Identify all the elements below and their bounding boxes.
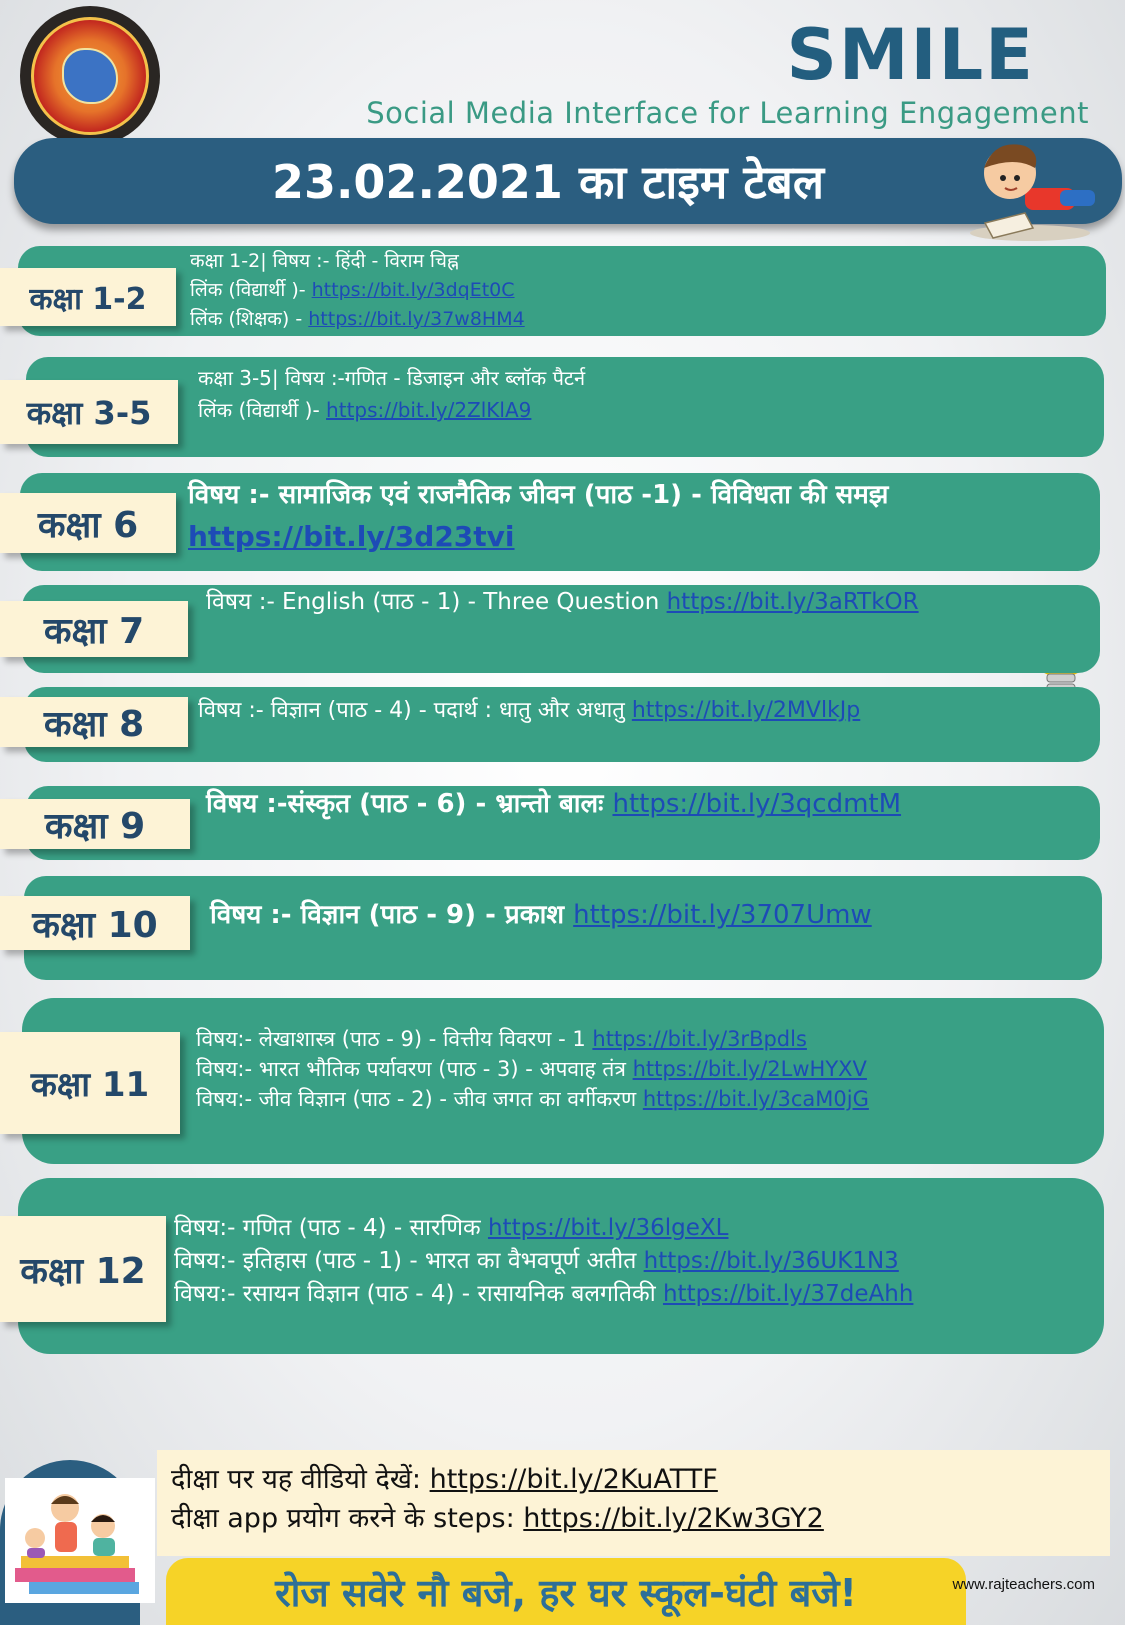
class-content-9 (206, 788, 901, 820)
diksha-app-line (171, 1499, 1110, 1538)
class-label-10: कक्षा 10 (0, 896, 190, 950)
subject-text: विषय :- विज्ञान (पाठ - 4) - पदार्थ : धातु और अधातु (198, 698, 632, 723)
subject-text: विषय:- गणित (पाठ - 4) - सारणिक (174, 1215, 488, 1241)
diksha-video-line (171, 1460, 1110, 1499)
content-line (210, 898, 872, 932)
content-line (196, 1084, 869, 1114)
diksha-info-box (157, 1450, 1110, 1556)
brand-subtitle: Social Media Interface for Learning Engagement (366, 96, 1089, 130)
link-label-text: लिंक (विद्यार्थी )- (198, 398, 327, 422)
student-link[interactable]: https://bit.ly/2ZlKlA9 (326, 398, 532, 422)
class-label-6: कक्षा 6 (0, 493, 176, 553)
class-label-9: कक्षा 9 (0, 799, 190, 849)
date-title: 23.02.2021 का टाइम टेबल (271, 155, 825, 209)
rajasthan-map-icon (62, 48, 118, 104)
class-label-1-2: कक्षा 1-2 (0, 268, 176, 326)
class-label-3-5: कक्षा 3-5 (0, 380, 178, 444)
class-link[interactable]: https://bit.ly/3qcdmtM (612, 789, 902, 819)
class-link[interactable]: https://bit.ly/3aRTkOR (666, 589, 919, 615)
link-label-text: लिंक (विद्यार्थी )- (190, 279, 312, 301)
subject-text: विषय:- इतिहास (पाठ - 1) - भारत का वैभवपूर्ण अतीत (174, 1248, 644, 1274)
diksha-video-link[interactable]: https://bit.ly/2KuATTF (429, 1464, 718, 1495)
content-line (198, 394, 585, 426)
diksha-video-text: दीक्षा पर यह वीडियो देखें: (171, 1464, 430, 1495)
subject-text: विषय :- विज्ञान (पाठ - 9) - प्रकाश (210, 900, 574, 930)
class-link[interactable]: https://bit.ly/36UK1N3 (643, 1248, 899, 1274)
class-link[interactable]: https://bit.ly/2MVlkJp (631, 698, 861, 723)
class-link[interactable]: https://bit.ly/3d23tvi (188, 520, 515, 553)
class-link[interactable]: https://bit.ly/3707Umw (573, 900, 872, 930)
diksha-app-link[interactable]: https://bit.ly/2Kw3GY2 (523, 1503, 824, 1535)
content-line (188, 516, 888, 559)
content-line (190, 305, 525, 334)
student-link[interactable]: https://bit.ly/3dqEt0C (311, 279, 515, 301)
content-line (174, 1212, 913, 1245)
subject-text: विषय:- जीव विज्ञान (पाठ - 2) - जीव जगत का वर्गीकरण (196, 1087, 643, 1111)
content-line (188, 474, 888, 516)
content-line (196, 1024, 869, 1054)
subject-text: विषय :-संस्कृत (पाठ - 6) - भ्रान्तो बालः (206, 789, 613, 819)
class-content-11 (196, 1024, 869, 1114)
subject-text: विषय:- लेखाशास्त्र (पाठ - 9) - वित्तीय विवरण - 1 (196, 1027, 593, 1051)
content-line (190, 247, 525, 276)
class-link[interactable]: https://bit.ly/3rBpdls (592, 1027, 807, 1051)
class-label-12: कक्षा 12 (0, 1216, 166, 1322)
website-url[interactable]: www.rajteachers.com (952, 1576, 1095, 1593)
class-label-8: कक्षा 8 (0, 697, 188, 747)
brand-title: SMILE (786, 14, 1035, 96)
content-line (196, 1054, 869, 1084)
subject-text: विषय:- भारत भौतिक पर्यावरण (पाठ - 3) - अपवाह तंत्र (196, 1057, 633, 1081)
class-link[interactable]: https://bit.ly/37deAhh (662, 1281, 914, 1307)
class-content-1-2 (190, 247, 525, 334)
class-content-12 (174, 1212, 913, 1311)
subject-text: कक्षा 3-5| विषय :-गणित - डिजाइन और ब्लॉक पैटर्न (198, 366, 586, 390)
logo-seal (31, 17, 149, 135)
kids-reading-books-illustration (5, 1478, 155, 1603)
department-logo (20, 6, 160, 146)
class-link[interactable]: https://bit.ly/36lgeXL (487, 1215, 729, 1241)
class-link[interactable]: https://bit.ly/3caM0jG (642, 1087, 869, 1111)
content-line (174, 1245, 913, 1278)
teacher-link[interactable]: https://bit.ly/37w8HM4 (308, 308, 525, 330)
subject-text: विषय :- सामाजिक एवं राजनैतिक जीवन (पाठ -1) - विविधता की समझ (188, 480, 889, 510)
subject-text: विषय :- English (पाठ - 1) - Three Question (206, 589, 667, 615)
class-row-1-2 (18, 246, 1106, 336)
content-line (198, 362, 585, 394)
kid-reading-illustration (955, 128, 1105, 248)
content-line (174, 1278, 913, 1311)
content-line (198, 696, 860, 726)
class-content-6 (188, 474, 888, 559)
class-content-10 (210, 898, 872, 932)
subject-text: विषय:- रसायन विज्ञान (पाठ - 4) - रासायनिक बलगतिकी (174, 1281, 663, 1307)
class-link[interactable]: https://bit.ly/2LwHYXV (632, 1057, 867, 1081)
diksha-app-text: दीक्षा app प्रयोग करने के steps: (171, 1503, 524, 1535)
content-line (190, 276, 525, 305)
content-line (206, 788, 901, 820)
class-content-8 (198, 696, 860, 726)
class-content-3-5 (198, 362, 585, 426)
class-content-7 (206, 586, 919, 618)
class-label-7: कक्षा 7 (0, 601, 188, 657)
class-label-11: कक्षा 11 (0, 1032, 180, 1134)
subject-text: कक्षा 1-2| विषय :- हिंदी - विराम चिह्न (190, 250, 459, 272)
link-label-text: लिंक (शिक्षक) - (190, 308, 309, 330)
school-bell-tagline: रोज सवेरे नौ बजे, हर घर स्कूल-घंटी बजे! (166, 1558, 966, 1625)
content-line (206, 586, 919, 618)
